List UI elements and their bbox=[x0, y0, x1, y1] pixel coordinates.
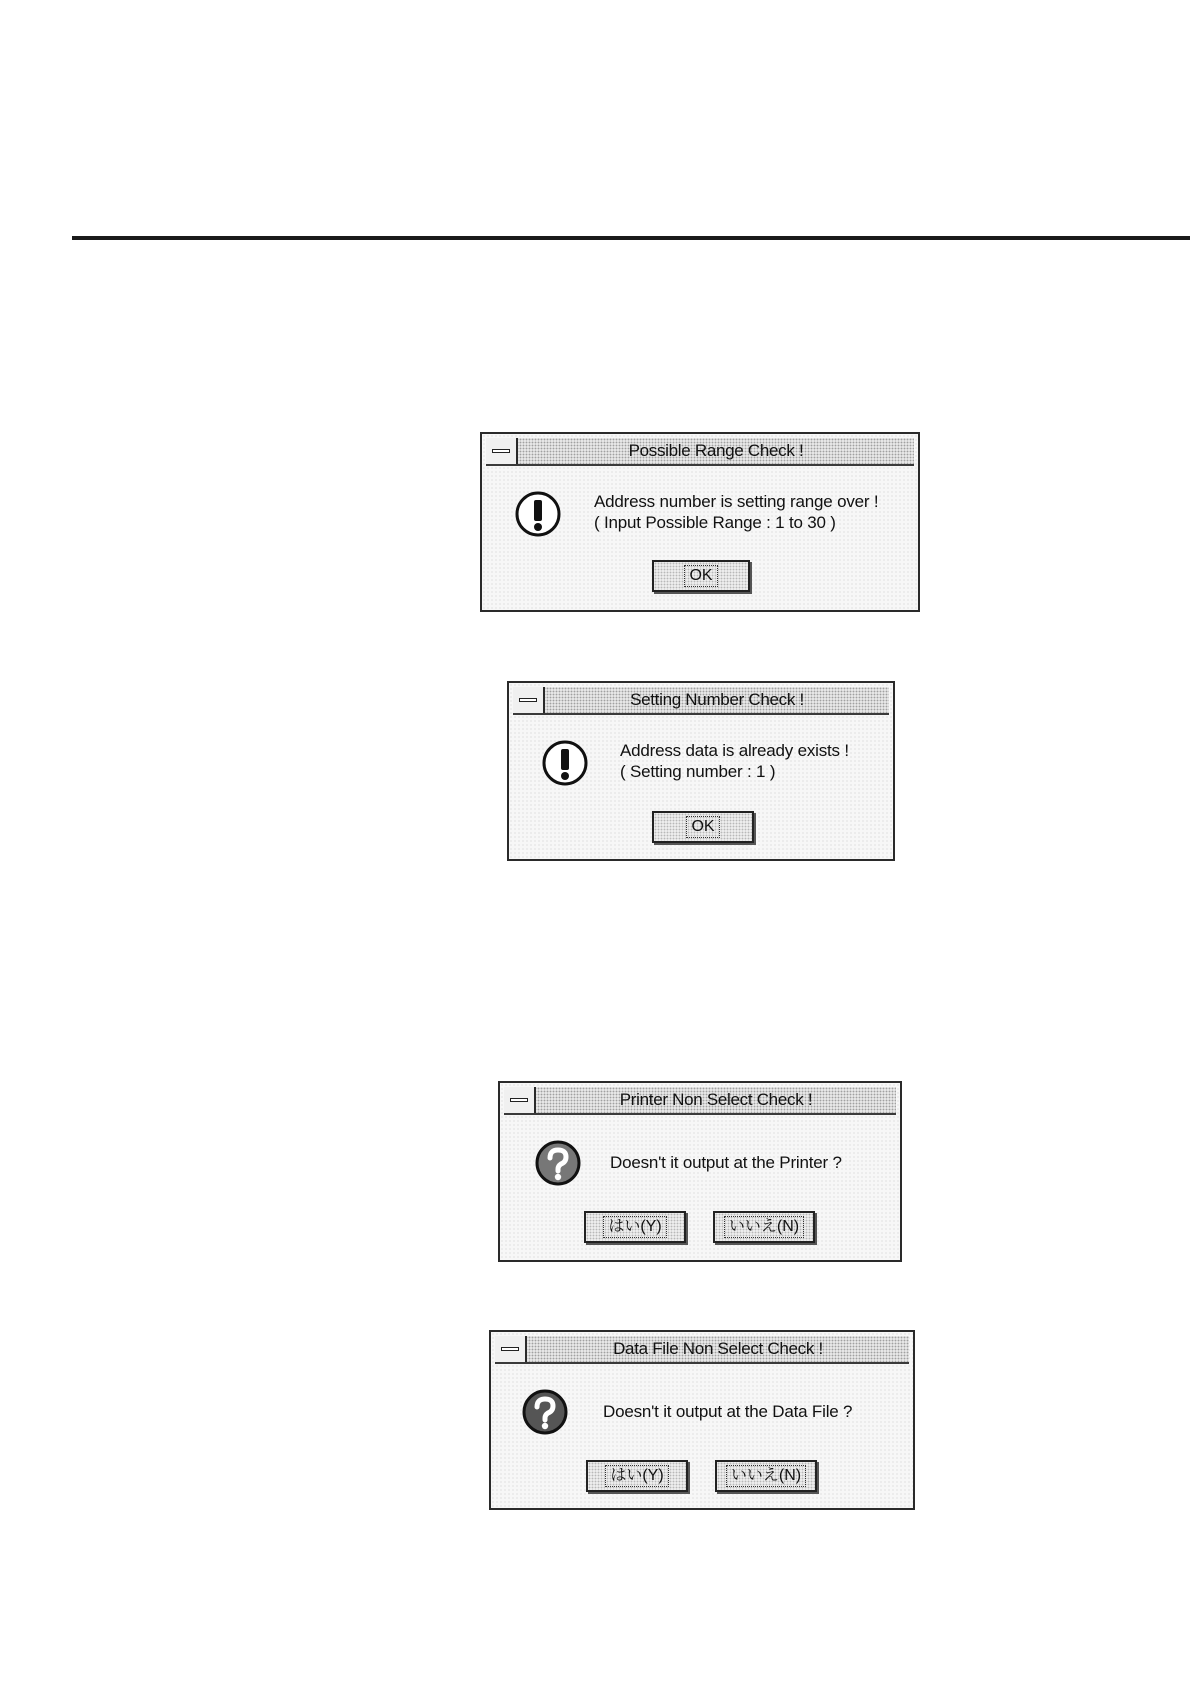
button-label: はい(Y) bbox=[603, 1216, 666, 1238]
question-icon bbox=[521, 1388, 569, 1436]
button-label: いいえ(N) bbox=[724, 1216, 804, 1238]
system-menu-button[interactable] bbox=[513, 687, 545, 713]
system-menu-button[interactable] bbox=[495, 1336, 527, 1362]
title-bar[interactable] bbox=[513, 687, 889, 715]
horizontal-rule bbox=[72, 236, 1190, 240]
exclamation-icon bbox=[541, 739, 589, 787]
dialog-message bbox=[610, 1152, 842, 1173]
button-label: いいえ(N) bbox=[726, 1465, 806, 1487]
system-menu-button[interactable] bbox=[504, 1087, 536, 1113]
yes-button[interactable] bbox=[584, 1211, 686, 1243]
data-file-non-select-check-dialog bbox=[489, 1330, 915, 1510]
message-line: ( Input Possible Range : 1 to 30 ) bbox=[594, 513, 836, 532]
dialog-message bbox=[603, 1401, 852, 1422]
setting-number-check-dialog bbox=[507, 681, 895, 861]
no-button[interactable] bbox=[713, 1211, 815, 1243]
exclamation-icon bbox=[514, 490, 562, 538]
yes-button[interactable] bbox=[586, 1460, 688, 1492]
message-line: Address number is setting range over ! bbox=[594, 492, 879, 511]
message-line: Doesn't it output at the Printer ? bbox=[610, 1153, 842, 1172]
possible-range-check-dialog bbox=[480, 432, 920, 612]
title-bar[interactable] bbox=[504, 1087, 896, 1115]
button-label: はい(Y) bbox=[605, 1465, 668, 1487]
system-menu-button[interactable] bbox=[486, 438, 518, 464]
message-line: ( Setting number : 1 ) bbox=[620, 762, 776, 781]
message-line: Address data is already exists ! bbox=[620, 741, 849, 760]
ok-button[interactable] bbox=[652, 560, 750, 592]
dialog-message bbox=[594, 491, 878, 533]
dialog-message bbox=[620, 740, 849, 782]
ok-button[interactable] bbox=[652, 811, 754, 843]
title-bar[interactable] bbox=[495, 1336, 909, 1364]
minus-icon bbox=[492, 449, 510, 453]
question-icon bbox=[534, 1139, 582, 1187]
minus-icon bbox=[501, 1347, 519, 1351]
dialog-title: Possible Range Check ! bbox=[628, 441, 804, 460]
minus-icon bbox=[519, 698, 537, 702]
dialog-title: Data File Non Select Check ! bbox=[613, 1339, 823, 1358]
dialog-title: Printer Non Select Check ! bbox=[619, 1090, 813, 1109]
no-button[interactable] bbox=[715, 1460, 817, 1492]
title-bar[interactable] bbox=[486, 438, 914, 466]
minus-icon bbox=[510, 1098, 528, 1102]
dialog-title: Setting Number Check ! bbox=[630, 690, 804, 709]
button-label: OK bbox=[684, 565, 717, 587]
button-label: OK bbox=[686, 816, 719, 838]
message-line: Doesn't it output at the Data File ? bbox=[603, 1402, 853, 1421]
printer-non-select-check-dialog bbox=[498, 1081, 902, 1262]
